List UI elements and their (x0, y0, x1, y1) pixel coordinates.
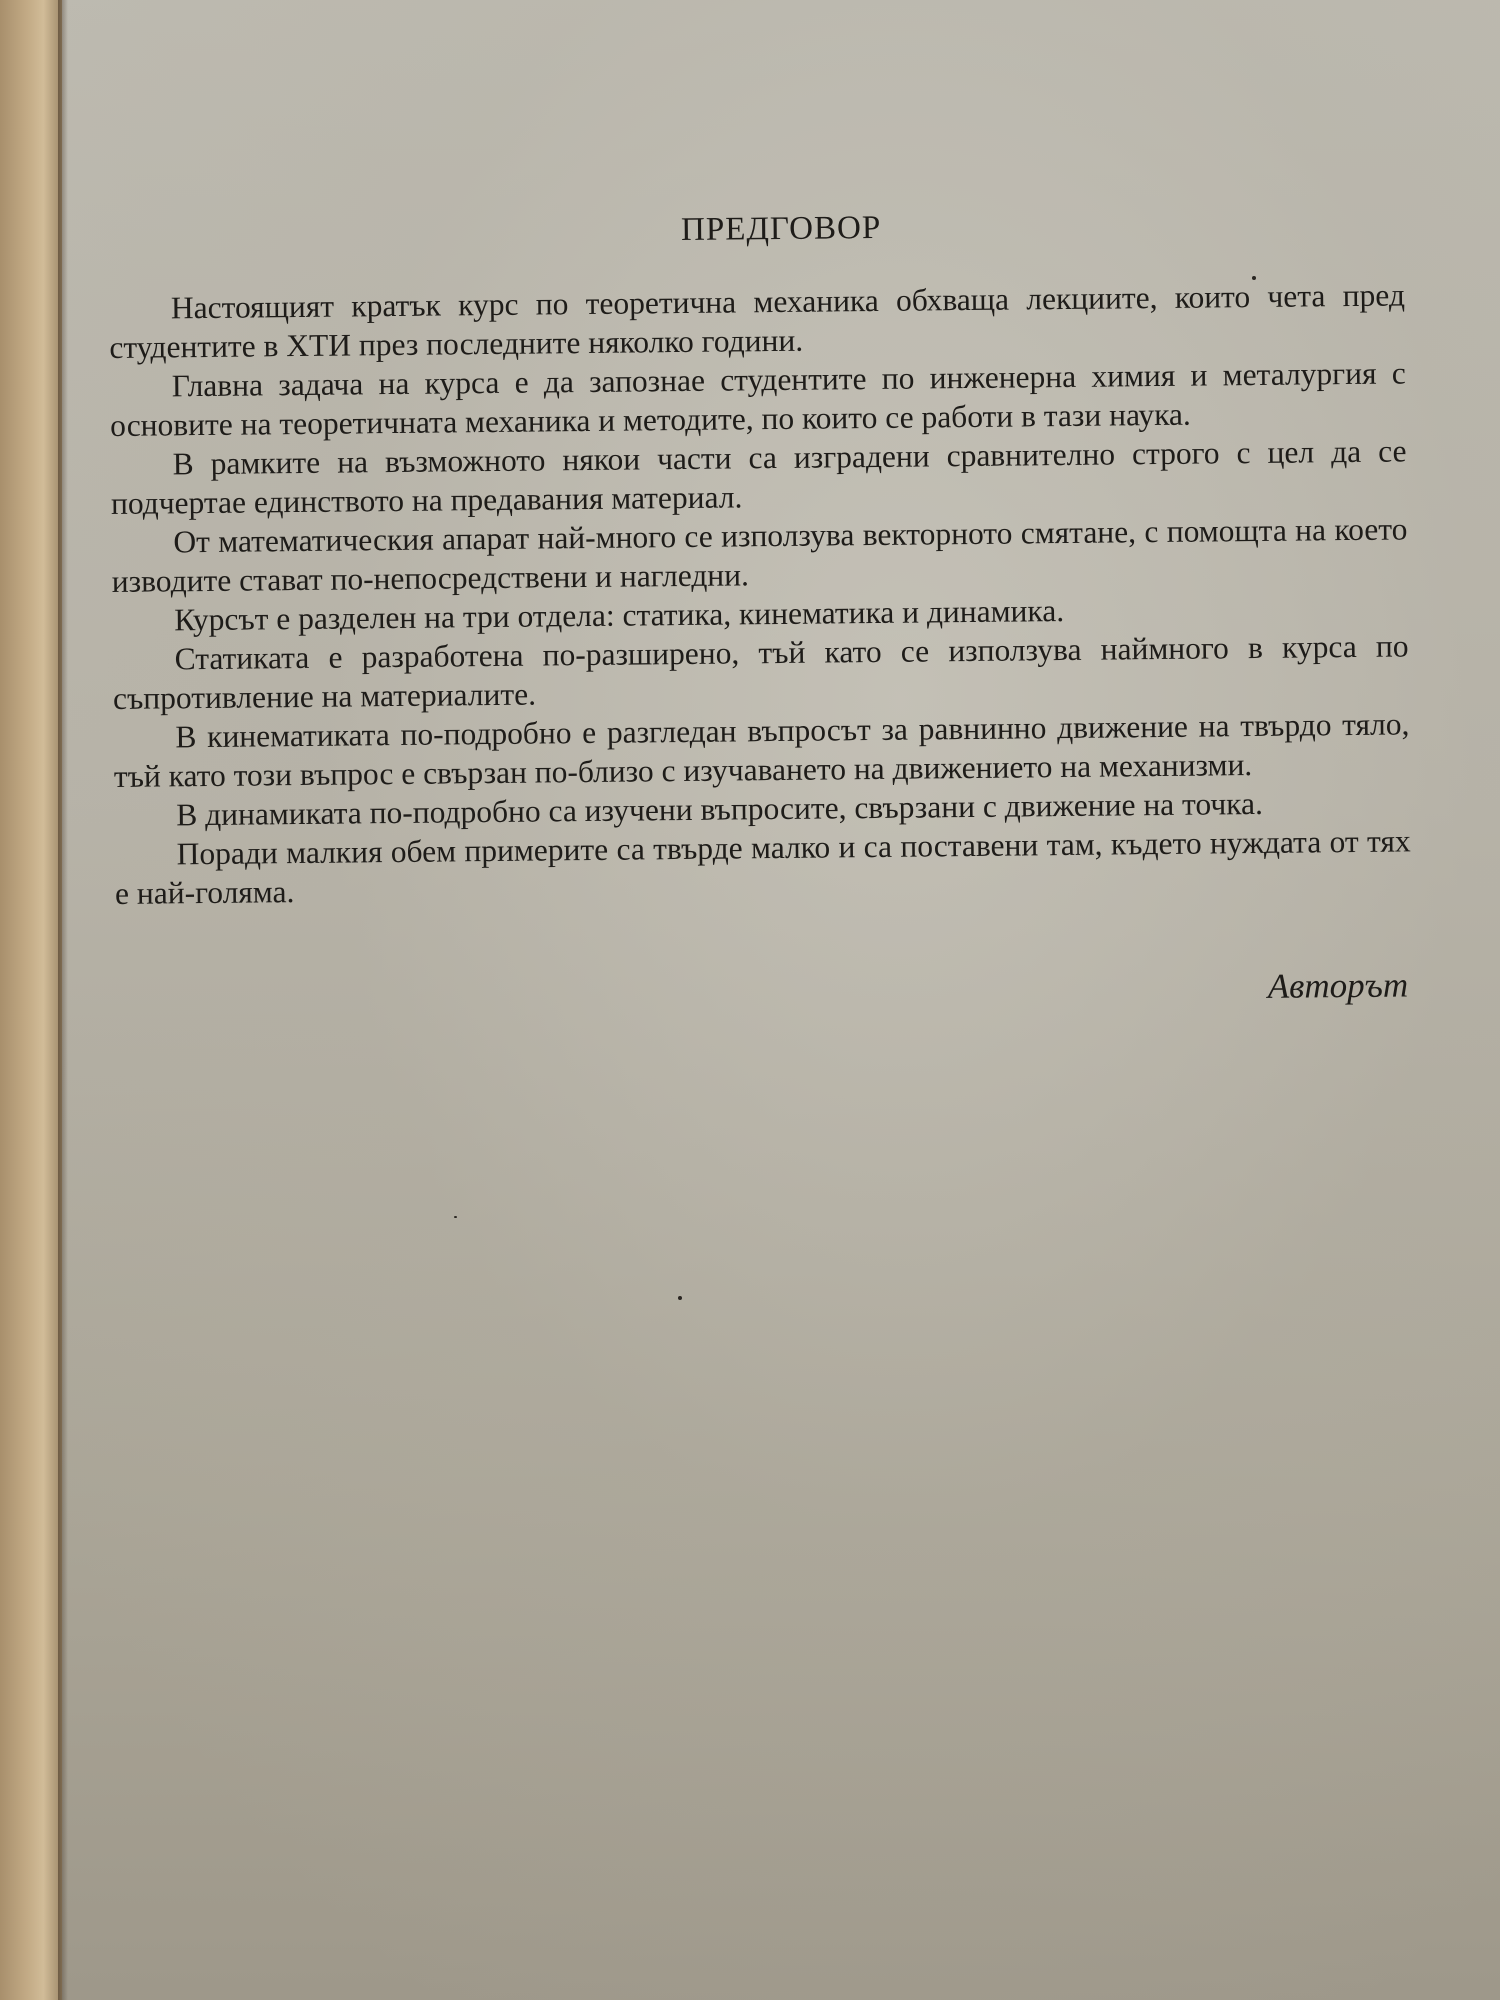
paragraph: В рамките на възможното някои части са изградени сравнително строго с цел да се подчертае единството на предавания материал. (110, 433, 1407, 521)
paragraph: В динамиката по-подробно са изучени въпросите, свързани с движение на точка. (176, 785, 1264, 833)
paragraph: Курсът е разделен на три отдела: статика, кинематика и динамика. (174, 593, 1065, 638)
paragraph: Настоящият кратък курс по теоретична механика обхваща лекциите, които чета пред студентите в ХТИ през последните няколко години. (109, 277, 1406, 365)
book-spine (0, 0, 62, 2000)
page-title: ПРЕДГОВОР (680, 209, 882, 248)
paper-speck (454, 1216, 457, 1218)
author-signature: Авторът (1267, 965, 1409, 1006)
preface-text-block (108, 204, 1412, 1019)
paragraph: От математическия апарат най-много се използува векторното смятане, с помощта на което изводите стават по-непосредствени и нагледни. (111, 511, 1408, 599)
paragraph: Статиката е разработена по-разширено, тъй като се използува наймного в курса по съпротивление на материалите. (112, 628, 1409, 716)
paragraph: Главна задача на курса е да запознае студентите по инженерна химия и металургия с основите на теоретичната механика и методите, по които се работи в тази наука. (109, 355, 1406, 443)
paragraph: Поради малкия обем примерите са твърде малко и са поставени там, където нуждата от тях е най-голяма. (114, 823, 1411, 911)
paragraph: В кинематиката по-подробно е разгледан въпросът за равнинно движение на твърдо тяло, тъй като този въпрос е свързан по-близо с изучаването на движението на механизми. (113, 706, 1410, 794)
paper-speck (678, 1296, 682, 1300)
spine-shadow (58, 0, 68, 2000)
